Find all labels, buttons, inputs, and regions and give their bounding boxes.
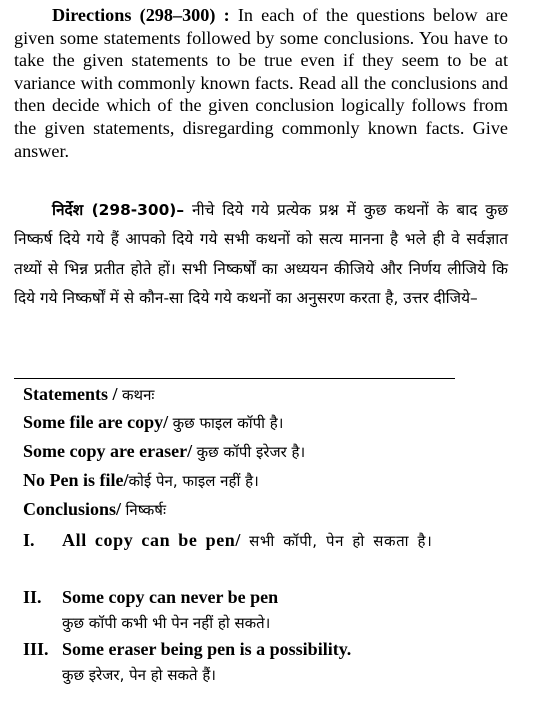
directions-hindi-text: नीचे दिये गये प्रत्येक प्रश्न में कुछ कथनों के बाद कुछ निष्कर्ष दिये गये हैं आपको दिये गये सभी कथनों को सत्य मानना है भले ही वे सर्वज्ञात तथ्यों से भिन्न प्रतीत होते हों। सभी निष्कर्षों का अध्ययन कीजिये और निर्णय लीजिये कि दिये गये निष्कर्षों में से कौन-सा दिये गये कथनों का अनुसरण करता है, उत्तर दीजिये– <box>14 201 508 308</box>
directions-english-text: In each of the questions below are given some statements followed by some conclusions. You have to take the given statements to be true even if they seem to be at variance with commonly known facts. Read all the conclusions and then decide which of the given conclusion logically follows from the given statements, disregarding commonly known facts. Give answer. <box>14 5 508 161</box>
conclusion-body <box>62 527 502 554</box>
statement-en: Some copy are eraser/ <box>23 441 193 461</box>
statement-en: No Pen is file/ <box>23 470 129 490</box>
directions-hindi-lead: निर्देश (298-300)– <box>52 201 185 219</box>
conclusion-hi: कुछ इरेजर, पेन हो सकते हैं। <box>62 666 216 684</box>
directions-english <box>14 4 508 162</box>
directions-hindi <box>14 196 508 314</box>
conclusions-heading <box>23 497 523 522</box>
conclusions-heading-en: Conclusions/ <box>23 499 122 519</box>
conclusion-number: II. <box>23 587 42 607</box>
statement-hi: कुछ फाइल कॉपी है। <box>172 414 284 432</box>
statement-en: Some file are copy/ <box>23 412 169 432</box>
conclusion-body <box>62 636 502 688</box>
statement-hi: कुछ कॉपी इरेजर है। <box>196 443 306 461</box>
conclusion-hi: कुछ कॉपी कभी भी पेन नहीं हो सकते। <box>62 614 271 632</box>
directions-english-lead: Directions (298–300) : <box>52 5 230 25</box>
conclusion-en: Some copy can never be pen <box>62 587 279 607</box>
conclusion-hi: सभी कॉपी, पेन हो सकता है। <box>249 532 433 550</box>
conclusion-number: III. <box>23 639 49 659</box>
statement-item <box>23 439 523 464</box>
statements-heading <box>23 382 523 407</box>
statements-heading-en: Statements / <box>23 384 118 404</box>
conclusions-heading-hi: निष्कर्षः <box>125 501 166 519</box>
statement-item <box>23 468 523 493</box>
conclusion-en: All copy can be pen/ <box>62 530 242 550</box>
divider-line <box>14 378 455 379</box>
conclusion-body <box>62 584 502 636</box>
statements-heading-hi: कथनः <box>121 386 155 404</box>
statement-item <box>23 410 523 435</box>
conclusion-number: I. <box>23 530 35 550</box>
statement-hi: कोई पेन, फाइल नहीं है। <box>128 472 259 490</box>
conclusion-en: Some eraser being pen is a possibility. <box>62 639 352 659</box>
